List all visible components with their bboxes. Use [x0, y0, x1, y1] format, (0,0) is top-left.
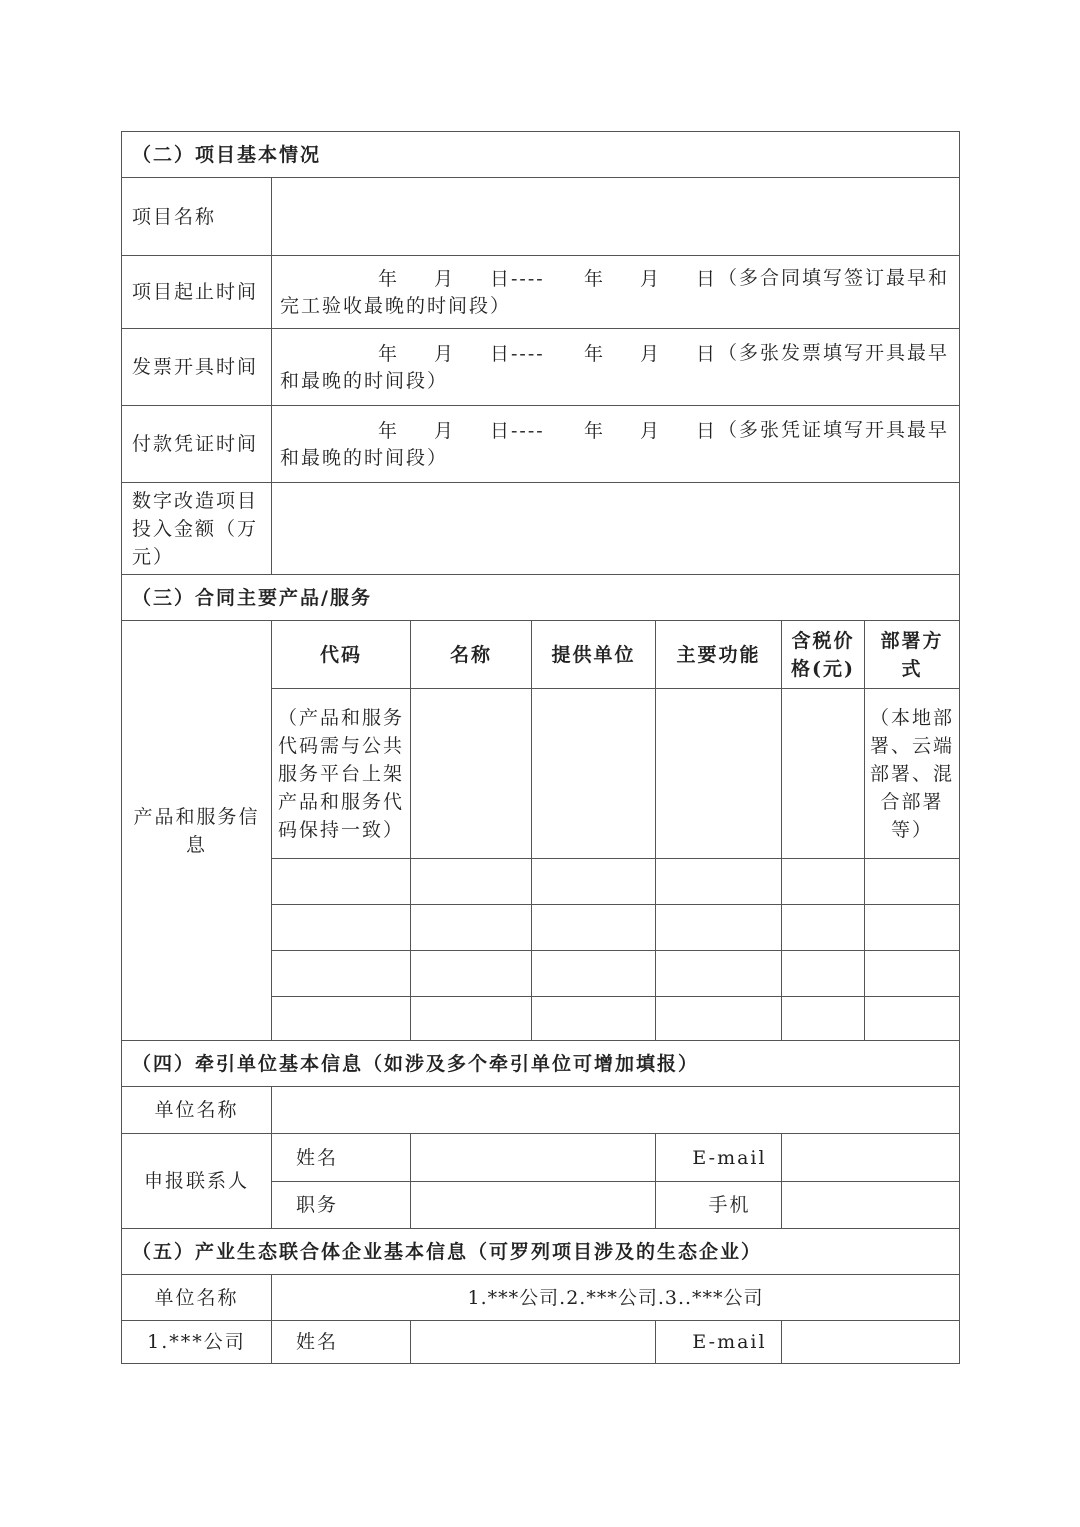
invoice-period-note: （多张发票填写开具最早和最晚的时间段）	[280, 341, 950, 392]
section-4-title: （四）牵引单位基本信息（如涉及多个牵引单位可增加填报）	[122, 1041, 960, 1087]
product-cell[interactable]	[782, 689, 865, 859]
header-deployment: 部署方式	[865, 621, 960, 689]
product-cell[interactable]	[532, 997, 656, 1041]
project-period-label: 项目起止时间	[122, 256, 272, 329]
year-unit: 年	[584, 267, 606, 290]
product-cell[interactable]	[782, 997, 865, 1041]
product-cell[interactable]	[532, 951, 656, 997]
product-service-label: 产品和服务信息	[122, 621, 272, 1041]
investment-amount-field[interactable]	[272, 483, 960, 575]
product-cell[interactable]	[656, 905, 782, 951]
year-unit: 年	[584, 419, 606, 442]
product-cell[interactable]	[656, 859, 782, 905]
product-cell[interactable]	[272, 951, 411, 997]
company-1-email-field[interactable]	[782, 1321, 960, 1364]
application-form-table	[121, 131, 960, 1364]
section-2-title: （二）项目基本情况	[122, 132, 960, 178]
product-cell[interactable]	[411, 951, 532, 997]
day-unit: 日	[490, 419, 512, 442]
company-1-label: 1.***公司	[122, 1321, 272, 1364]
product-cell[interactable]	[532, 905, 656, 951]
year-unit: 年	[378, 419, 400, 442]
code-note: （产品和服务代码需与公共服务平台上架产品和服务代码保持一致）	[272, 689, 411, 859]
header-function: 主要功能	[656, 621, 782, 689]
contact-email-label: E-mail	[656, 1134, 782, 1182]
month-unit: 月	[640, 267, 662, 290]
product-cell[interactable]	[865, 997, 960, 1041]
range-dash: ----	[511, 342, 545, 365]
product-cell[interactable]	[865, 951, 960, 997]
product-cell[interactable]	[411, 689, 532, 859]
product-cell[interactable]	[782, 951, 865, 997]
day-unit: 日	[490, 342, 512, 365]
invoice-period-field[interactable]	[272, 329, 960, 406]
product-cell[interactable]	[865, 859, 960, 905]
product-cell[interactable]	[411, 905, 532, 951]
product-cell[interactable]	[411, 859, 532, 905]
product-cell[interactable]	[272, 997, 411, 1041]
section-3-title: （三）合同主要产品/服务	[122, 575, 960, 621]
product-cell[interactable]	[865, 905, 960, 951]
project-period-field[interactable]	[272, 256, 960, 329]
product-cell[interactable]	[782, 905, 865, 951]
month-unit: 月	[434, 267, 456, 290]
contact-name-label: 姓名	[272, 1134, 411, 1182]
project-period-note: （多合同填写签订最早和完工验收最晚的时间段）	[280, 266, 950, 317]
contact-email-field[interactable]	[782, 1134, 960, 1182]
range-dash: ----	[511, 267, 545, 290]
day-unit: 日	[696, 342, 718, 365]
month-unit: 月	[640, 342, 662, 365]
year-unit: 年	[378, 267, 400, 290]
product-cell[interactable]	[272, 859, 411, 905]
eco-unit-name-label: 单位名称	[122, 1275, 272, 1321]
project-name-label: 项目名称	[122, 178, 272, 256]
section-5-title: （五）产业生态联合体企业基本信息（可罗列项目涉及的生态企业）	[122, 1229, 960, 1275]
invoice-period-label: 发票开具时间	[122, 329, 272, 406]
contact-person-label: 申报联系人	[122, 1134, 272, 1229]
day-unit: 日	[696, 267, 718, 290]
lead-unit-name-label: 单位名称	[122, 1087, 272, 1134]
company-1-name-field[interactable]	[411, 1321, 656, 1364]
header-provider: 提供单位	[532, 621, 656, 689]
company-1-name-label: 姓名	[272, 1321, 411, 1364]
product-cell[interactable]	[411, 997, 532, 1041]
month-unit: 月	[640, 419, 662, 442]
eco-unit-name-value[interactable]: 1.***公司.2.***公司.3..***公司	[272, 1275, 960, 1321]
product-cell[interactable]	[532, 689, 656, 859]
contact-name-field[interactable]	[411, 1134, 656, 1182]
product-cell[interactable]	[656, 951, 782, 997]
lead-unit-name-field[interactable]	[272, 1087, 960, 1134]
payment-period-field[interactable]	[272, 406, 960, 483]
day-unit: 日	[696, 419, 718, 442]
project-name-field[interactable]	[272, 178, 960, 256]
product-cell[interactable]	[272, 905, 411, 951]
product-cell[interactable]	[656, 689, 782, 859]
company-1-email-label: E-mail	[656, 1321, 782, 1364]
contact-phone-label: 手机	[656, 1182, 782, 1229]
contact-position-field[interactable]	[411, 1182, 656, 1229]
header-name: 名称	[411, 621, 532, 689]
contact-position-label: 职务	[272, 1182, 411, 1229]
month-unit: 月	[434, 419, 456, 442]
product-cell[interactable]	[656, 997, 782, 1041]
range-dash: ----	[511, 419, 545, 442]
investment-amount-label: 数字改造项目投入金额（万元）	[122, 483, 272, 575]
header-price: 含税价格(元)	[782, 621, 865, 689]
product-cell[interactable]	[532, 859, 656, 905]
year-unit: 年	[584, 342, 606, 365]
year-unit: 年	[378, 342, 400, 365]
payment-period-label: 付款凭证时间	[122, 406, 272, 483]
product-cell[interactable]	[782, 859, 865, 905]
contact-phone-field[interactable]	[782, 1182, 960, 1229]
month-unit: 月	[434, 342, 456, 365]
header-code: 代码	[272, 621, 411, 689]
deployment-note: （本地部署、云端部署、混合部署等）	[865, 689, 960, 859]
day-unit: 日	[490, 267, 512, 290]
payment-period-note: （多张凭证填写开具最早和最晚的时间段）	[280, 418, 950, 469]
